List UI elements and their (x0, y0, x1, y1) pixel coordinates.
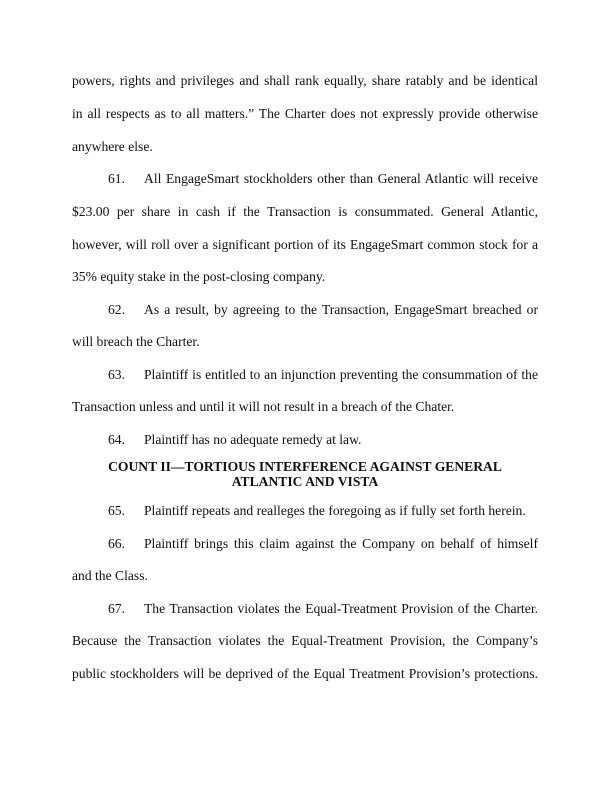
body-text-line: Plaintiff is entitled to an injunction preventing the consummation of the (144, 367, 538, 382)
body-text-line: 35% equity stake in the post-closing company. (72, 269, 326, 284)
body-text-line: however, will roll over a significant portion of its EngageSmart common stock for a (72, 237, 538, 252)
body-text-line: Plaintiff repeats and realleges the foregoing as if fully set forth herein. (144, 503, 526, 518)
body-text-line: $23.00 per share in cash if the Transaction is consummated. General Atlantic, (72, 204, 538, 219)
body-text-line: The Transaction violates the Equal-Treatment Provision of the Charter. (144, 601, 538, 616)
count-heading-line-2: ATLANTIC AND VISTA (231, 474, 379, 489)
paragraph-number: 67. (108, 601, 125, 616)
count-heading-line-1: COUNT II—TORTIOUS INTERFERENCE AGAINST GENERAL (108, 459, 502, 474)
body-text-line: As a result, by agreeing to the Transaction, EngageSmart breached or (144, 302, 538, 317)
body-text-line: powers, rights and privileges and shall rank equally, share ratably and be identical (72, 73, 538, 88)
paragraph-number: 65. (108, 503, 125, 518)
body-text-line: Because the Transaction violates the Equal-Treatment Provision, the Company’s (72, 633, 538, 648)
body-text-line: in all respects as to all matters.” The Charter does not expressly provide otherwise (72, 106, 538, 121)
paragraph-number: 66. (108, 536, 125, 551)
body-text-line: will breach the Charter. (72, 334, 200, 349)
paragraph-number: 62. (108, 302, 125, 317)
body-text-line: All EngageSmart stockholders other than General Atlantic will receive (144, 171, 538, 186)
paragraph-number: 63. (108, 367, 125, 382)
body-text-line: Plaintiff brings this claim against the Company on behalf of himself (144, 536, 538, 551)
paragraph-number: 64. (108, 432, 125, 447)
body-text-line: and the Class. (72, 568, 148, 583)
body-text-line: anywhere else. (72, 139, 153, 154)
paragraph-number: 61. (108, 171, 125, 186)
body-text-line: Transaction unless and until it will not result in a breach of the Chater. (72, 399, 455, 414)
body-text-line: public stockholders will be deprived of the Equal Treatment Provision’s protections. (72, 666, 538, 681)
body-text-line: Plaintiff has no adequate remedy at law. (144, 432, 362, 447)
